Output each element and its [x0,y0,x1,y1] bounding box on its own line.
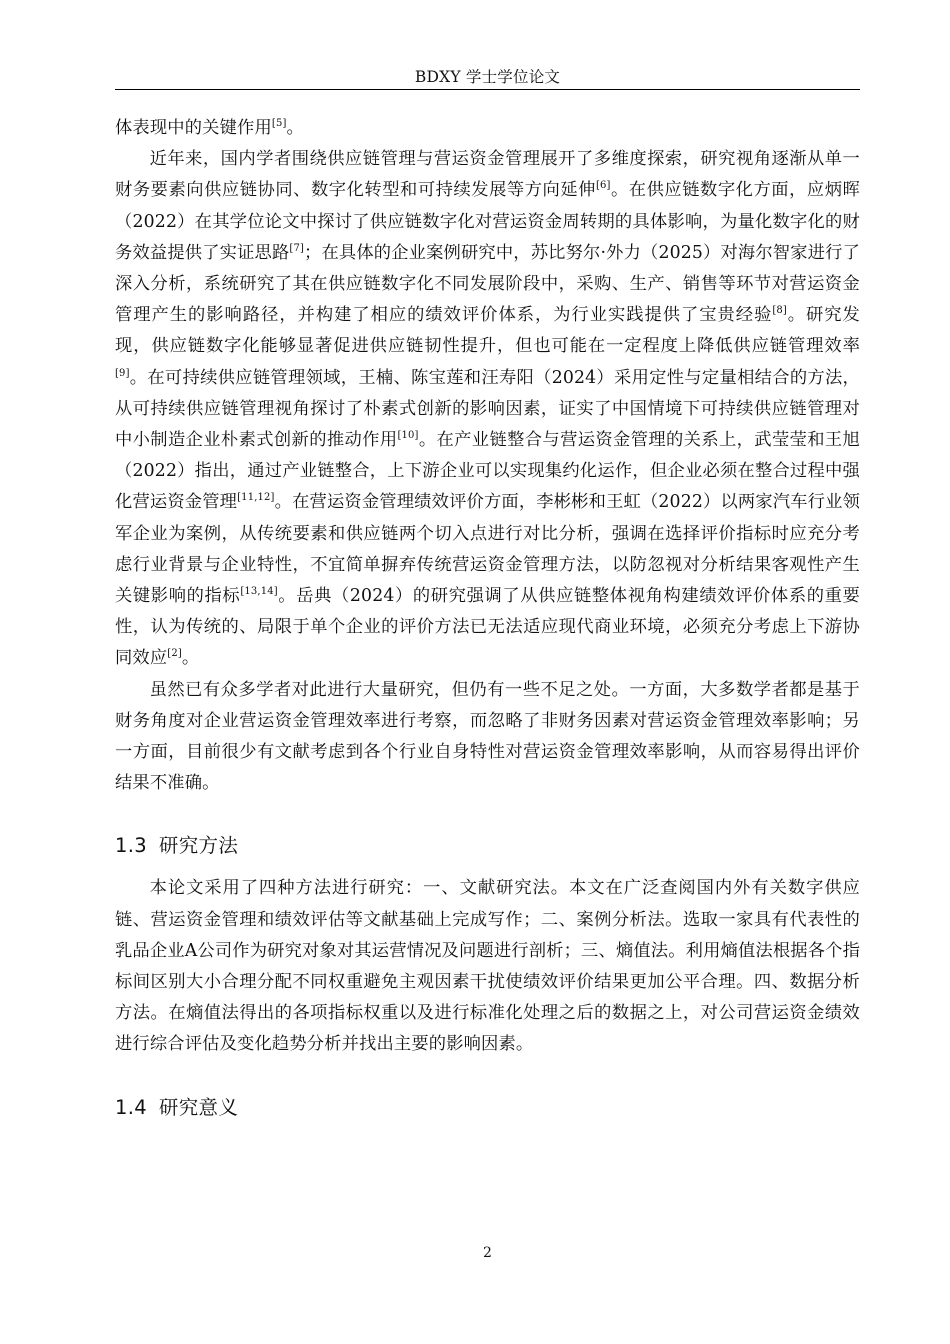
text-run: 。岳典（2024）的研究强调了从供应链整体视角构建绩效评价体系的重要性，认为传统的、局限于单个企业的评价方法已无法适应现代商业环境，必须充分考虑上下游协同效应 [115,586,860,669]
citation-ref: [9] [115,367,130,379]
text-run: 。在营运资金管理绩效评价方面，李彬彬和王虹（2022）以两家汽车行业领军企业为案例，从传统要素和供应链两个切入点进行对比分析，强调在选择评价指标时应充分考虑行业背景与企业特性，不宜简单摒弃传统营运资金管理方法，以防忽视对分析结果客观性产生关键影响的指标 [115,492,860,607]
body-text [115,113,860,1123]
text-run: 。在产业链整合与营运资金管理的关系上，武莹莹和王旭（2022）指出，通过产业链整合，上下游企业可以实现集约化运作，但企业必须在整合过程中强化营运资金管理 [115,430,860,513]
running-header: BDXY 学士学位论文 [414,68,561,86]
citation-ref: [13,14] [240,586,278,598]
paragraph-shortcomings: 虽然已有众多学者对此进行大量研究，但仍有一些不足之处。一方面，大多数学者都是基于财务角度对企业营运资金管理效率进行考察，而忽略了非财务因素对营运资金管理效率影响；另一方面，目前很少有文献考虑到各个行业自身特性对营运资金管理效率影响，从而容易得出评价结果不准确。 [115,679,860,794]
section-heading-research-methods [115,831,860,861]
section-title: 研究意义 [158,1095,239,1119]
section-title: 研究方法 [158,834,239,858]
text-run: 。在供应链数字化方面，应炳晖（2022）在其学位论文中探讨了供应链数字化对营运资金周转期的具体影响，为量化数字化的财务效益提供了实证思路 [115,180,860,263]
citation-ref: [10] [397,430,419,442]
spacer [115,861,860,873]
citation-ref: [2] [167,648,182,660]
citation-ref: [8] [772,305,787,317]
text-run: 。在可持续供应链管理领域，王楠、陈宝莲和汪寿阳（2024）采用定性与定量相结合的方法，从可持续供应链管理视角探讨了朴素式创新的影响因素，证实了中国情境下可持续供应链管理对中小制造企业朴素式创新的推动作用 [115,367,860,451]
citation-ref: [6] [595,180,611,192]
citation-ref: [7] [289,242,305,254]
paragraph-continued [115,113,860,144]
spacer [115,1061,860,1093]
section-number: 1.4 [115,1095,147,1119]
header-rule [115,89,860,90]
spacer [115,799,860,831]
citation-ref: [11,12] [237,492,275,504]
text-run: ；在具体的企业案例研究中，苏比努尔·外力（2025）对海尔智家进行了深入分析，系统研究了其在供应链数字化不同发展阶段中，采购、生产、销售等环节对营运资金管理产生的影响路径，并构建了相应的绩效评价体系，为行业实践提供了宝贵经验 [115,242,860,326]
text-run: 。研究发现，供应链数字化能够显著促进供应链韧性提升，但也可能在一定程度上降低供应链管理效率 [115,305,860,357]
text-run: 体表现中的关键作用 [115,118,272,138]
text-run: 近年来，国内学者围绕供应链管理与营运资金管理展开了多维度探索，研究视角逐渐从单一财务要素向供应链协同、数字化转型和可持续发展等方向延伸 [115,149,860,201]
text-run: 。 [286,118,304,138]
text-run: 。 [181,648,200,669]
section-number: 1.3 [115,834,147,858]
paragraph-research-methods: 本论文采用了四种方法进行研究：一、文献研究法。本文在广泛查阅国内外有关数字供应链、营运资金管理和绩效评估等文献基础上完成写作；二、案例分析法。选取一家具有代表性的乳品企业A公司作为研究对象对其运营情况及问题进行剖析；三、熵值法。利用熵值法根据各个指标间区别大小合理分配不同权重避免主观因素干扰使绩效评价结果更加公平合理。四、数据分析方法。在熵值法得出的各项指标权重以及进行标准化处理之后的数据之上，对公司营运资金绩效进行综合评估及变化趋势分析并找出主要的影响因素。 [115,878,860,1055]
page-number: 2 [483,1245,492,1261]
citation-ref: [5] [271,118,287,129]
section-heading-research-significance [115,1093,860,1123]
paragraph-literature-domestic [115,144,860,674]
